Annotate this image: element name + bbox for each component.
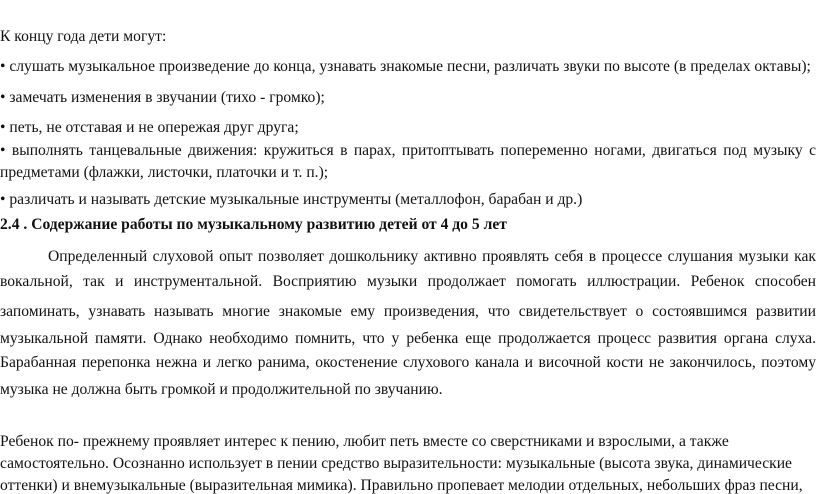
paragraph-line: музыка не должна быть громкой и продолжительной по звучанию.: [0, 381, 443, 398]
paragraph-line: музыкальной памяти. Однако необходимо помнить, что у ребенка еще продолжается процесс развития органа слуха.: [0, 330, 816, 347]
paragraph-line: самостоятельно. Осознанно использует в пении средство выразительности: музыкальные (высота звука, динамические: [0, 455, 792, 472]
paragraph-line: Ребенок по- прежнему проявляет интерес к пению, любит петь вместе со сверстниками и взрослыми, а также: [0, 433, 729, 450]
paragraph-line: вокальной, так и инструментальной. Восприятию музыки продолжает помогать иллюстрации. Ребенок способен: [0, 273, 816, 290]
bullet-item: • различать и называть детские музыкальные инструменты (металлофон, барабан и др.): [0, 191, 583, 208]
intro-line: К концу года дети могут:: [0, 28, 167, 45]
paragraph-line: оттенки) и внемузыкальные (выразительная мимика). Правильно пропевает мелодии отдельных, небольших фраз песни,: [0, 477, 803, 494]
bullet-item: • петь, не отставая и не опережая друг друга;: [0, 119, 299, 136]
bullet-item-continuation: предметами (флажки, листочки, платочки и т. п.);: [0, 164, 329, 181]
bullet-item: • выполнять танцевальные движения: кружиться в парах, притоптывать попеременно ногами, двигаться под музыку с: [0, 142, 816, 159]
paragraph-line: Барабанная перепонка нежна и легко ранима, окостенение слухового канала и височной кости не закончилось, поэтому: [0, 354, 816, 371]
paragraph-line: Определенный слуховой опыт позволяет дошкольнику активно проявлять себя в процессе слушания музыки как: [48, 248, 816, 265]
section-heading: 2.4 . Содержание работы по музыкальному развитию детей от 4 до 5 лет: [0, 216, 507, 233]
bullet-item: • замечать изменения в звучании (тихо - громко);: [0, 89, 325, 106]
paragraph-line: запоминать, узнавать называть многие знакомые ему произведения, что свидетельствует о состоявшимся развитии: [0, 303, 816, 320]
bullet-item: • слушать музыкальное произведение до конца, узнавать знакомые песни, различать звуки по высоте (в пределах октавы);: [0, 58, 811, 75]
